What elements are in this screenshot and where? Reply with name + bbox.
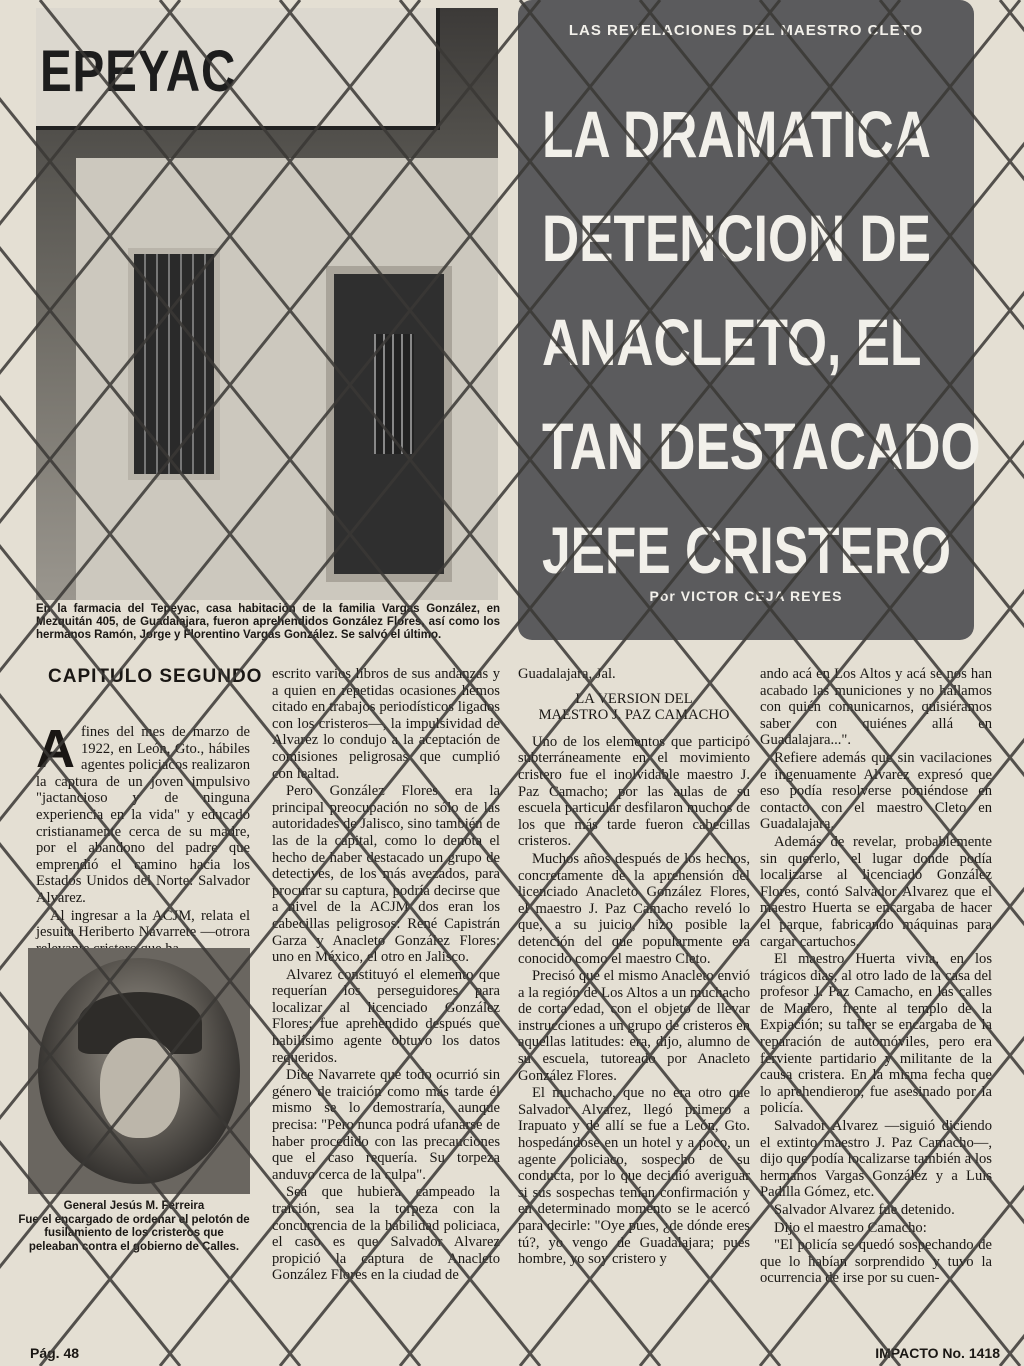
portrait-oval xyxy=(38,958,240,1184)
paragraph: Refiere además que sin vacilaciones e ingenuamente Alvarez expresó que eso podía resolverse poniéndose en contacto con el maestro Cleto en Guadalajara. xyxy=(760,749,992,833)
paragraph: Pero González Flores era la principal preocupación no sólo de las autoridades de Jalisco, sino también de las de la capital, como lo denota el hecho de haber destacado un grupo de detectives, de los más avezados, para procurar su captura, podría decirse que a nivel de la ACJM dos eran los cabecillas peligrosos: René Capistrán Garza y Anacleto González Flores; uno en México, el otro en Jalisco. xyxy=(272,783,500,966)
column-4 xyxy=(760,666,992,1288)
column-3 xyxy=(518,666,750,1269)
paragraph: Salvador Alvarez fue detenido. xyxy=(774,1202,955,1218)
paragraph: Sea que hubiera campeado la traición, sea la torpeza con la concurrencia de la habilidad policiaca, el caso es que Salvador Alvarez propició la captura de Anacleto González Flores en la ciudad de xyxy=(272,1184,500,1284)
headline-line: JEFE CRISTERO xyxy=(542,513,952,587)
headline xyxy=(542,82,981,602)
paragraph xyxy=(36,719,250,907)
storefront-photo xyxy=(36,8,498,600)
paragraph: Al ingresar a la ACJM, relata el jesuita Heriberto Navarrete —otrora xyxy=(36,907,250,941)
doorway xyxy=(326,266,452,582)
paragraph: Muchos años después de los hechos, concretamente de la aprehensión del licenciado Anacleto González Flores, el maestro J. Paz Camacho reveló lo que, a su juicio, hizo posible la detención del que popularmente era conocido como el maestro Cleto. xyxy=(518,850,750,967)
headline-line: LA DRAMATICA xyxy=(542,97,931,171)
headline-line: TAN DESTACADO xyxy=(542,409,981,483)
paragraph: Guadalajara, Jal. xyxy=(518,666,616,682)
face xyxy=(100,1038,180,1138)
paragraph: Uno de los elementos que participó subterráneamente en el movimiento cristero fue el inolvidable maestro J. Paz Camacho; por las aulas de su escuela particular desfilaron muchos de los que más tarde fueron cabecillas cristeros. xyxy=(518,733,750,850)
paragraph: Alvarez constituyó el elemento que requerían los perseguidores para localizar al licenciado González Flores; fue aprehendido después que habilísimo agente obtuvo los datos requeridos. xyxy=(272,966,500,1066)
subheading xyxy=(518,691,750,724)
headline-line: ANACLETO, EL xyxy=(542,305,922,379)
paragraph: Dijo el maestro Camacho: xyxy=(774,1219,927,1236)
paragraph: Dice Navarrete que todo ocurrió sin género de traición como más tarde él mismo se lo demostraría, aunque precisa: "Pero nunca podrá ufanarse de haber procedido con las precauciones que el caso requería. Su torpeza anduvo cerca de la culpa". xyxy=(272,1067,500,1183)
paragraph: El maestro Huerta vivía, en los trágicos días, al otro lado de la casa del profesor J. Paz Camacho, en las calles de Madero, frente al templo de la Expiación; su taller se encargaba de la reparación de automóviles, pero era ferviente partidario y militante de la causa cristera. En la misma fecha que lo aprehendieron, fue asesinado por la policía. xyxy=(760,951,992,1117)
pharmacy-sign-text: EPEYAC xyxy=(40,39,237,104)
headline-line: DETENCION DE xyxy=(542,201,932,275)
subheading-line: LA VERSION DEL xyxy=(575,690,693,707)
hatch-line xyxy=(1000,0,1024,1366)
door-window xyxy=(374,334,414,454)
chapter-heading: CAPITULO SEGUNDO xyxy=(48,666,263,687)
paragraph: ando acá en Los Altos y acá se nos han acabado las municiones y no hallamos con quién comunicarnos, quisiéramos saber con quiénes allá en Guadalajara...". xyxy=(760,666,992,749)
photo-caption-top: En la farmacia del Tepeyac, casa habitación de la familia Vargas González, en Mezquitán 405, de Guadalajara, fueron aprehendidos González Flores, así como los hermanos Ramón, Jorge y Florentino Vargas González. Se salvó el último. xyxy=(36,603,500,641)
paragraph: escrito varios libros de sus andanzas y a quien en repetidas ocasiones hemos citado en trabajos periodísticos ligados con los cristeros—, la impulsividad de Alvarez lo condujo a la aceptación de comisiones peligrosas que cumplió con lealtad. xyxy=(272,666,500,782)
paragraph: "El policía se quedó sospechando de que lo habían sorprendido y tuvo la ocurrencia de irse por su cuen- xyxy=(760,1237,992,1287)
column-2 xyxy=(272,666,500,1285)
hatch-line xyxy=(1000,0,1024,1366)
subheading-line: MAESTRO J. PAZ CAMACHO xyxy=(538,707,730,724)
paragraph: Además de revelar, probablemente sin quererlo, el lugar donde podía localizarse al licenciado González Flores, contó Salvador Alvarez que el maestro Huerta se encargaba de hacer el parque, fabricando máquinas para cargar cartuchos. xyxy=(760,833,992,950)
kicker: LAS REVELACIONES DEL MAESTRO CLETO xyxy=(568,22,924,39)
portrait-name: General Jesús M. Ferreira xyxy=(63,1200,205,1212)
magazine-issue: IMPACTO No. 1418 xyxy=(875,1345,1000,1361)
paragraph: El muchacho, que no era otro que Salvador Alvarez, llegó primero a Irapuato y de allí se fue a León, Gto. hospedándose en un hotel y a poco, un agente policiaco, sospecho de su conducta, por lo que decidió averiguar si sus sospechas tenían confirmación y en determinado momento se le acercó para decirle: "Oye pues, ¿de dónde eres tú?, yo vengo de Guadalajara; pues hombre, yo soy cristero y xyxy=(518,1085,750,1268)
portrait-photo xyxy=(28,948,250,1194)
paragraph: Precisó que el mismo Anacleto envió a la región de Los Altos a un muchacho de corta edad, con el objeto de llevar instrucciones a un grupo de cristeros en aquellas latitudes: era, dijo, alumno de su escuela, tutoreado por Anacleto González Flores. xyxy=(518,968,750,1084)
column-1 xyxy=(36,719,250,958)
pharmacy-sign xyxy=(36,8,440,130)
paragraph: Salvador Alvarez —siguió diciendo el extinto maestro J. Paz Camacho—, dijo que podía localizarse también a los hermanos Vargas González y a Luis Padilla Gómez, etc. xyxy=(760,1118,992,1201)
title-box xyxy=(518,0,981,640)
barred-window xyxy=(128,248,220,480)
page-number: Pág. 48 xyxy=(30,1345,80,1361)
drop-cap: A xyxy=(36,719,75,779)
portrait-caption xyxy=(18,1200,250,1254)
byline: Por VICTOR CEJA REYES xyxy=(649,588,843,604)
paragraph-text: fines del mes de marzo de 1922, en León, Gto., hábiles agentes policiacos realizaron la captura de un joven impulsivo "jactancioso y de ninguna experiencia en la vida" y educado cristianamente cerca de su madre, por el abandono del padre que emprendió el camino hacia los Estados Unidos del Norte: Salvador Alvarez. xyxy=(36,724,250,906)
portrait-caption-text: Fue el encargado de ordenar el pelotón de fusilamiento de los cristeros que peleaban contra el gobierno de Calles. xyxy=(18,1213,250,1253)
